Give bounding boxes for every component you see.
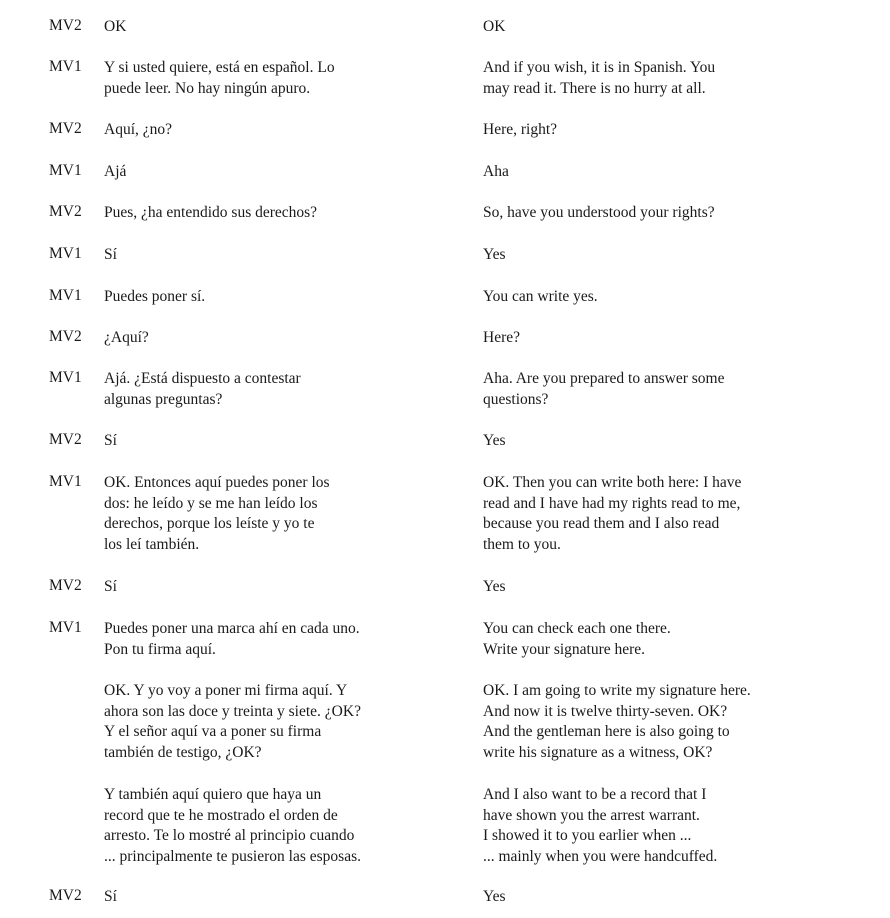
spanish-line: los leí también. (104, 535, 200, 553)
english-line: And the gentleman here is also going to (483, 723, 730, 740)
spanish-line: puede leer. No hay ningún apuro. (104, 79, 311, 97)
spanish-text (104, 431, 444, 452)
spanish-line: ahora son las doce y treinta y siete. ¿OK? (104, 702, 361, 720)
english-line: write his signature as a witness, OK? (483, 743, 713, 761)
speaker-label: MV2 (49, 203, 82, 220)
speaker-label: MV2 (49, 577, 82, 594)
english-translation (483, 287, 853, 308)
english-translation (483, 577, 853, 598)
english-line: Yes (483, 578, 506, 595)
english-line: because you read them and I also read (483, 515, 720, 532)
speaker-label: MV2 (49, 17, 82, 34)
english-line: Yes (483, 888, 506, 905)
spanish-line: Puedes poner una marca ahí en cada uno. (104, 620, 360, 637)
spanish-text (104, 473, 444, 555)
spanish-line: Aquí, ¿no? (104, 121, 173, 138)
spanish-line: Y el señor aquí va a poner su firma (104, 723, 322, 740)
spanish-text (104, 785, 444, 867)
english-line: You can write yes. (483, 288, 598, 305)
speaker-label: MV2 (49, 120, 82, 137)
spanish-line: Sí (104, 432, 117, 449)
spanish-line: Pon tu firma aquí. (104, 640, 216, 658)
english-translation (483, 681, 853, 763)
english-line: Yes (483, 432, 506, 449)
spanish-text (104, 17, 444, 38)
speaker-label: MV1 (49, 369, 82, 386)
speaker-label: MV2 (49, 887, 82, 904)
english-translation (483, 431, 853, 452)
speaker-label: MV1 (49, 287, 82, 304)
spanish-line: record que te he mostrado el orden de (104, 806, 338, 824)
english-line: Write your signature here. (483, 640, 646, 658)
spanish-text (104, 162, 444, 183)
english-translation (483, 473, 853, 555)
spanish-text (104, 619, 444, 660)
spanish-text (104, 328, 444, 349)
english-line: OK. I am going to write my signature here. (483, 682, 751, 699)
spanish-line: derechos, porque los leíste y yo te (104, 515, 315, 532)
english-line: I showed it to you earlier when ... (483, 827, 692, 844)
english-translation (483, 162, 853, 183)
english-line: Here, right? (483, 121, 558, 138)
english-line: You can check each one there. (483, 620, 671, 637)
spanish-line: dos: he leído y se me han leído los (104, 494, 318, 512)
english-line: Aha. Are you prepared to answer some (483, 370, 725, 387)
english-line: Yes (483, 246, 506, 263)
spanish-line: también de testigo, ¿OK? (104, 743, 262, 761)
speaker-label: MV2 (49, 431, 82, 448)
speaker-label: MV1 (49, 58, 82, 75)
english-line: may read it. There is no hurry at all. (483, 79, 706, 97)
english-line: read and I have had my rights read to me, (483, 494, 741, 512)
spanish-line: Sí (104, 888, 117, 905)
english-line: questions? (483, 390, 549, 408)
english-line: And I also want to be a record that I (483, 786, 707, 803)
english-translation (483, 17, 853, 38)
english-line: them to you. (483, 535, 561, 553)
spanish-text (104, 245, 444, 266)
english-line: And if you wish, it is in Spanish. You (483, 59, 716, 76)
english-translation (483, 58, 853, 99)
spanish-line: OK. Entonces aquí puedes poner los (104, 474, 330, 491)
english-line: So, have you understood your rights? (483, 204, 715, 221)
spanish-line: ... principalmente te pusieron las esposas. (104, 847, 361, 865)
spanish-text (104, 287, 444, 308)
spanish-line: arresto. Te lo mostré al principio cuando (104, 827, 355, 844)
english-line: OK. Then you can write both here: I have (483, 474, 742, 491)
english-translation (483, 120, 853, 141)
english-line: Here? (483, 329, 520, 346)
english-line: ... mainly when you were handcuffed. (483, 847, 718, 865)
english-translation (483, 203, 853, 224)
spanish-line: algunas preguntas? (104, 390, 223, 408)
spanish-line: Ajá. ¿Está dispuesto a contestar (104, 370, 301, 387)
english-line: OK (483, 18, 506, 35)
english-translation (483, 785, 853, 867)
spanish-text (104, 203, 444, 224)
spanish-text (104, 577, 444, 598)
spanish-line: Puedes poner sí. (104, 288, 206, 305)
speaker-label: MV1 (49, 245, 82, 262)
spanish-line: Pues, ¿ha entendido sus derechos? (104, 204, 318, 221)
spanish-line: Sí (104, 246, 117, 263)
speaker-label: MV2 (49, 328, 82, 345)
spanish-line: Y también aquí quiero que haya un (104, 786, 322, 803)
english-translation (483, 328, 853, 349)
spanish-text (104, 681, 444, 763)
spanish-line: Ajá (104, 163, 127, 180)
english-translation (483, 245, 853, 266)
speaker-label: MV1 (49, 473, 82, 490)
spanish-text (104, 58, 444, 99)
english-line: And now it is twelve thirty-seven. OK? (483, 702, 728, 720)
spanish-line: ¿Aquí? (104, 329, 149, 346)
spanish-text (104, 887, 444, 908)
spanish-line: OK (104, 18, 127, 35)
english-line: Aha (483, 163, 509, 180)
speaker-label: MV1 (49, 162, 82, 179)
spanish-line: OK. Y yo voy a poner mi firma aquí. Y (104, 682, 348, 699)
english-line: have shown you the arrest warrant. (483, 806, 700, 824)
spanish-text (104, 369, 444, 410)
english-translation (483, 887, 853, 908)
speaker-label: MV1 (49, 619, 82, 636)
english-translation (483, 369, 853, 410)
english-translation (483, 619, 853, 660)
spanish-text (104, 120, 444, 141)
spanish-line: Y si usted quiere, está en español. Lo (104, 59, 335, 76)
spanish-line: Sí (104, 578, 117, 595)
